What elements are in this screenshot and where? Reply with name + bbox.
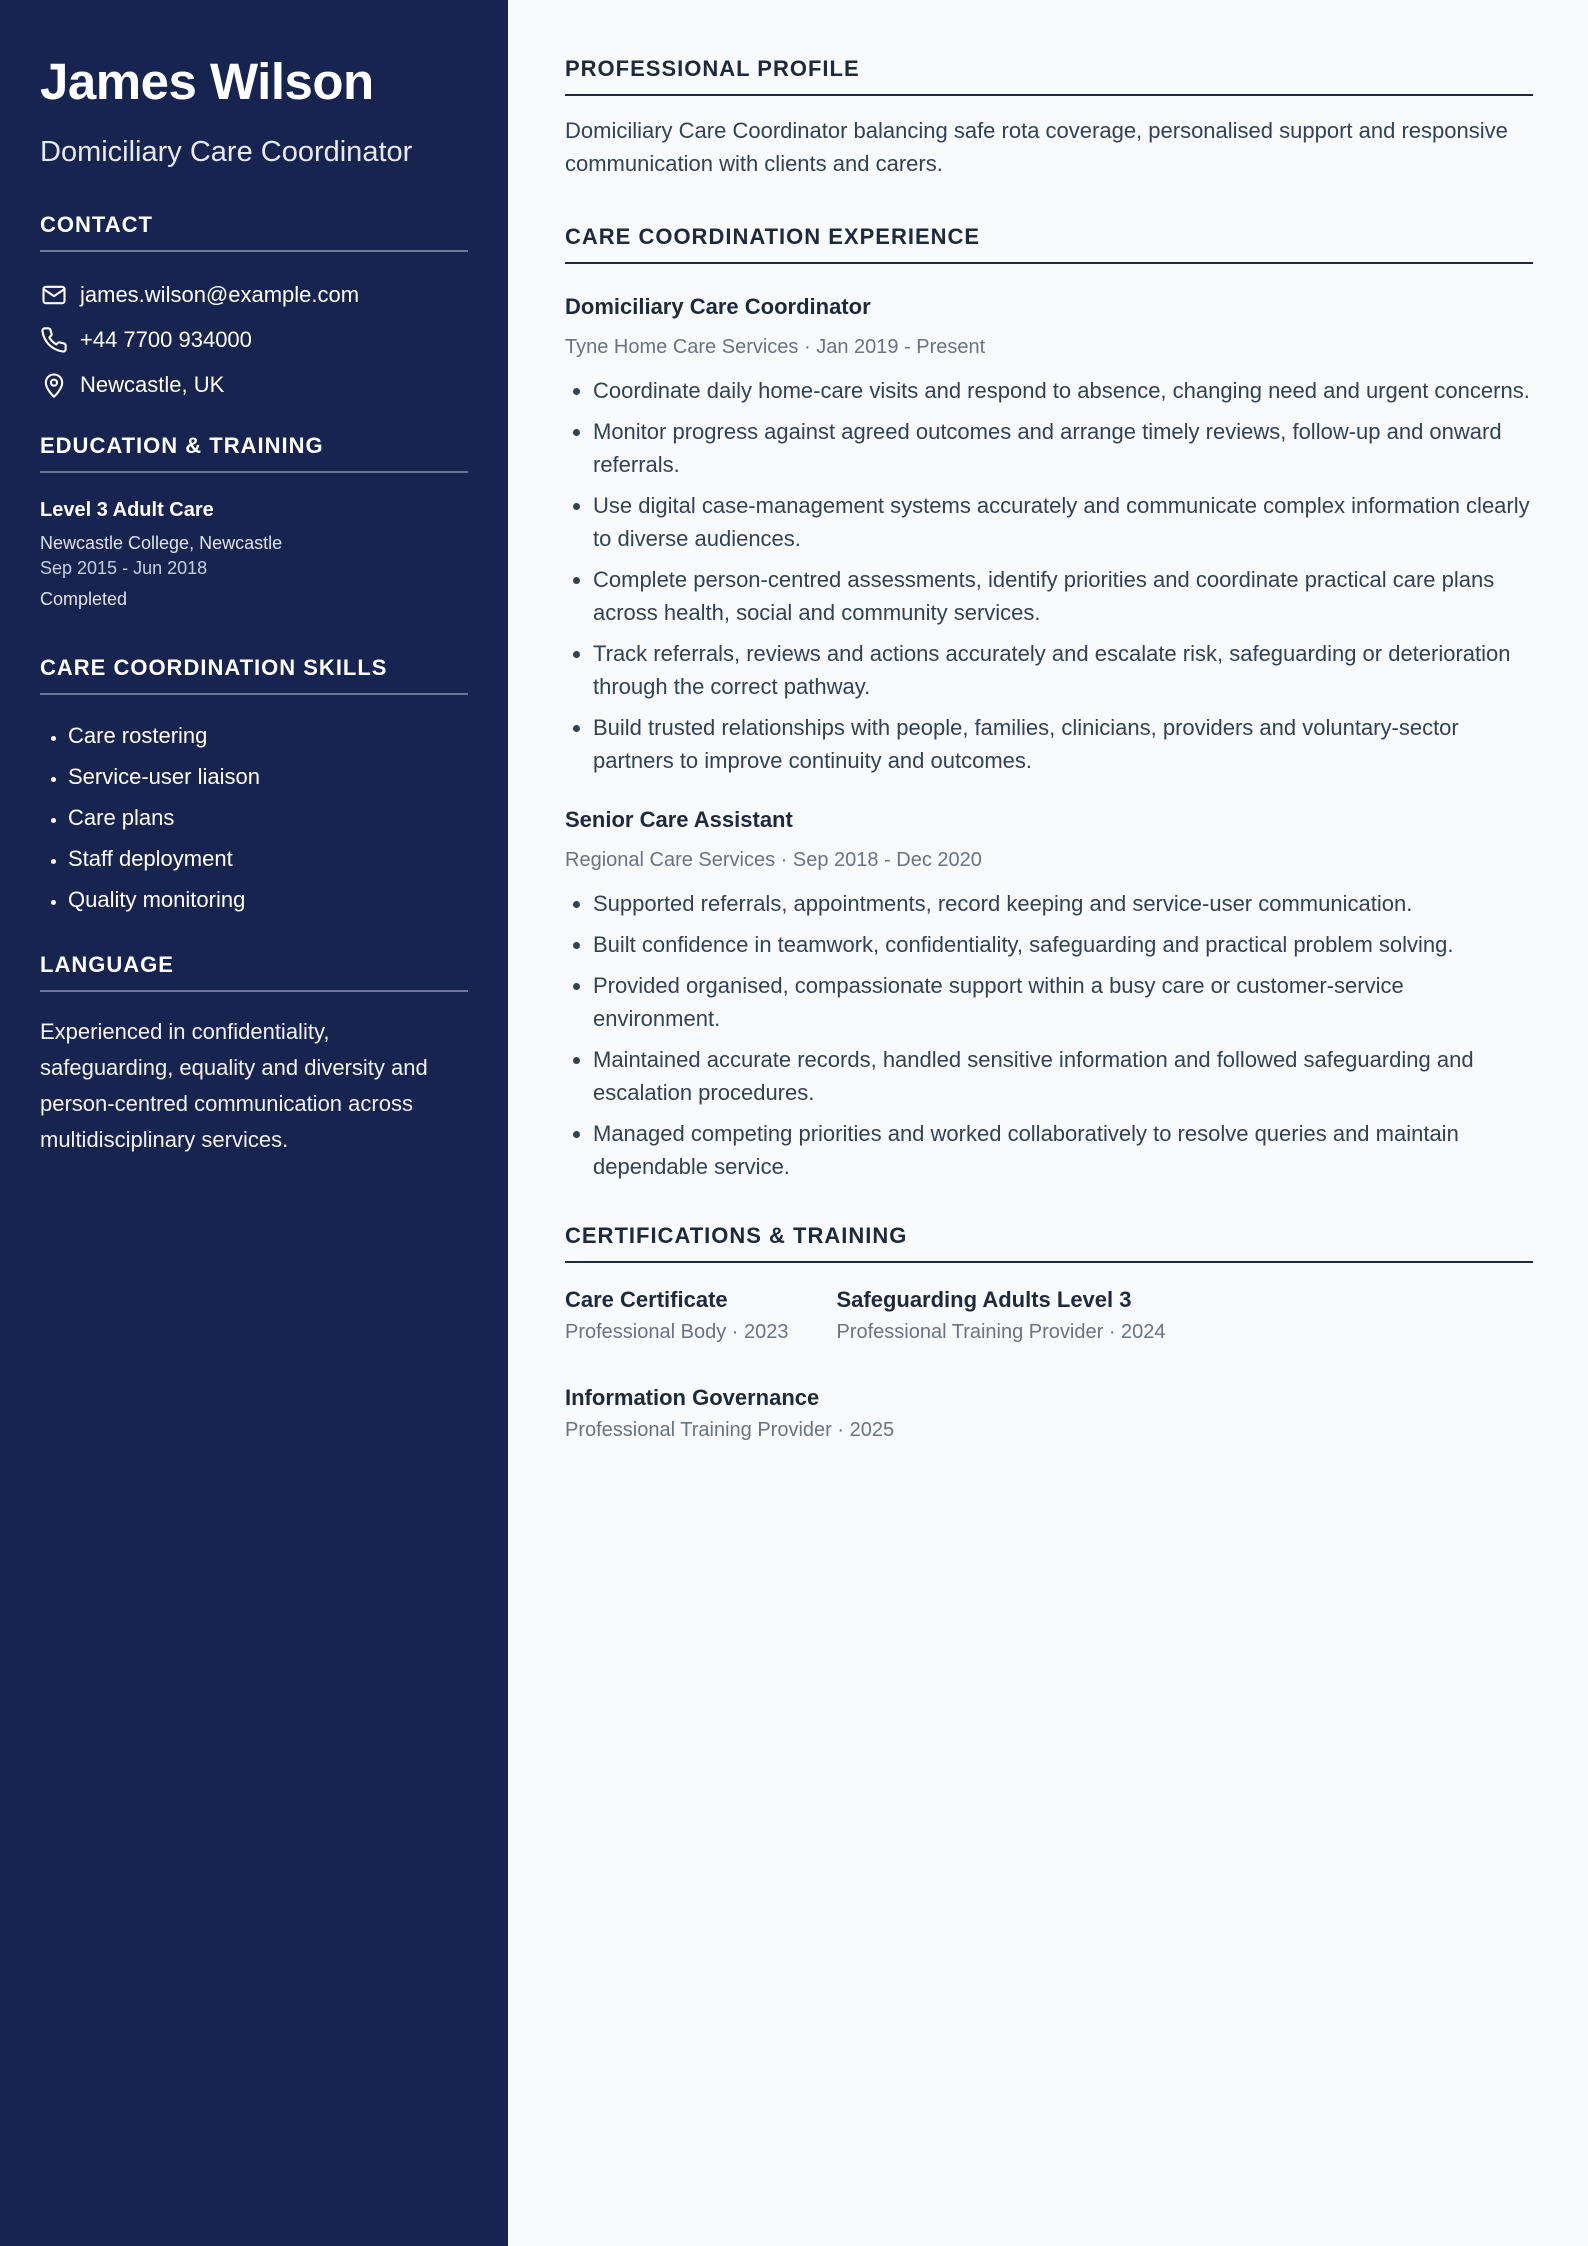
location-pin-icon bbox=[40, 371, 68, 399]
job-bullet: • Use digital case-management systems accurately and communicate complex information clearly to diverse audiences. bbox=[593, 489, 1533, 555]
job-bullet: • Provided organised, compassionate support within a busy care or customer-service environment. bbox=[593, 969, 1533, 1035]
language-text: Experienced in confidentiality, safeguarding, equality and diversity and person-centred communication across multidisciplinary services. bbox=[40, 1019, 428, 1152]
job-meta: Tyne Home Care Services · Jan 2019 - Present bbox=[565, 336, 986, 358]
main-content bbox=[565, 56, 1533, 1481]
certification-item bbox=[836, 1285, 1165, 1345]
contact-phone[interactable] bbox=[40, 317, 468, 362]
job-bullet: • Supported referrals, appointments, record keeping and service-user communication. bbox=[593, 887, 1533, 920]
contact-location bbox=[40, 362, 468, 407]
profile-heading: PROFESSIONAL PROFILE bbox=[565, 56, 1533, 96]
contact-list bbox=[40, 272, 468, 407]
profile-text: Domiciliary Care Coordinator balancing safe rota coverage, personalised support and responsive communication with clients and carers. bbox=[565, 118, 1508, 176]
certification-item bbox=[565, 1285, 788, 1345]
job-entry bbox=[565, 805, 1533, 1183]
education-school: Newcastle College, Newcastle bbox=[40, 533, 283, 553]
education-dates: Sep 2015 - Jun 2018 bbox=[40, 558, 208, 578]
education-status: Completed bbox=[40, 589, 128, 609]
certification-name: Information Governance bbox=[565, 1385, 820, 1410]
job-bullet: • Coordinate daily home-care visits and respond to absence, changing need and urgent concerns. bbox=[593, 374, 1533, 407]
job-bullet: • Maintained accurate records, handled sensitive information and followed safeguarding and escalation procedures. bbox=[593, 1043, 1533, 1109]
job-title: Domiciliary Care Coordinator bbox=[565, 294, 871, 319]
contact-email-text: james.wilson@example.com bbox=[80, 281, 360, 307]
contact-location-text: Newcastle, UK bbox=[80, 371, 225, 397]
skill-item: • Service-user liaison bbox=[68, 756, 468, 797]
contact-email[interactable] bbox=[40, 272, 468, 317]
certification-meta: Professional Training Provider · 2024 bbox=[836, 1321, 1166, 1343]
certifications-grid bbox=[565, 1285, 1533, 1481]
job-bullet: • Complete person-centred assessments, identify priorities and coordinate practical care plans across health, social and community services. bbox=[593, 563, 1533, 629]
certifications-heading: CERTIFICATIONS & TRAINING bbox=[565, 1223, 1533, 1263]
job-bullet: • Track referrals, reviews and actions accurately and escalate risk, safeguarding or deterioration through the correct pathway. bbox=[593, 637, 1533, 703]
skill-item: • Care plans bbox=[68, 797, 468, 838]
job-title: Senior Care Assistant bbox=[565, 807, 793, 832]
skill-item: • Quality monitoring bbox=[68, 879, 468, 920]
experience-heading: CARE COORDINATION EXPERIENCE bbox=[565, 224, 1533, 264]
certification-meta: Professional Body · 2023 bbox=[565, 1321, 789, 1343]
certification-name: Care Certificate bbox=[565, 1287, 728, 1312]
job-meta: Regional Care Services · Sep 2018 - Dec 2020 bbox=[565, 849, 982, 871]
education-title: Level 3 Adult Care bbox=[40, 499, 214, 521]
job-bullet: • Built confidence in teamwork, confidentiality, safeguarding and practical problem solving. bbox=[593, 928, 1533, 961]
job-bullets bbox=[565, 887, 1533, 1183]
sidebar bbox=[0, 0, 508, 2246]
skill-item: • Staff deployment bbox=[68, 838, 468, 879]
certification-item bbox=[565, 1383, 894, 1443]
language-heading: LANGUAGE bbox=[40, 952, 468, 992]
candidate-name: James Wilson bbox=[40, 53, 374, 110]
skill-item: • Care rostering bbox=[68, 715, 468, 756]
job-bullets bbox=[565, 374, 1533, 777]
job-bullet: • Managed competing priorities and worked collaboratively to resolve queries and maintain dependable service. bbox=[593, 1117, 1533, 1183]
certification-meta: Professional Training Provider · 2025 bbox=[565, 1419, 895, 1441]
contact-heading: CONTACT bbox=[40, 212, 468, 252]
certification-name: Safeguarding Adults Level 3 bbox=[836, 1287, 1132, 1312]
phone-icon bbox=[40, 326, 68, 354]
contact-phone-text: +44 7700 934000 bbox=[80, 326, 252, 352]
mail-icon bbox=[40, 281, 68, 309]
job-bullet: • Monitor progress against agreed outcomes and arrange timely reviews, follow-up and onward referrals. bbox=[593, 415, 1533, 481]
education-heading: EDUCATION & TRAINING bbox=[40, 433, 468, 473]
job-entry bbox=[565, 292, 1533, 777]
candidate-title: Domiciliary Care Coordinator bbox=[40, 136, 413, 168]
skills-heading: CARE COORDINATION SKILLS bbox=[40, 655, 468, 695]
skills-list bbox=[40, 715, 468, 920]
job-bullet: • Build trusted relationships with people, families, clinicians, providers and voluntary-sector partners to improve continuity and outcomes. bbox=[593, 711, 1533, 777]
